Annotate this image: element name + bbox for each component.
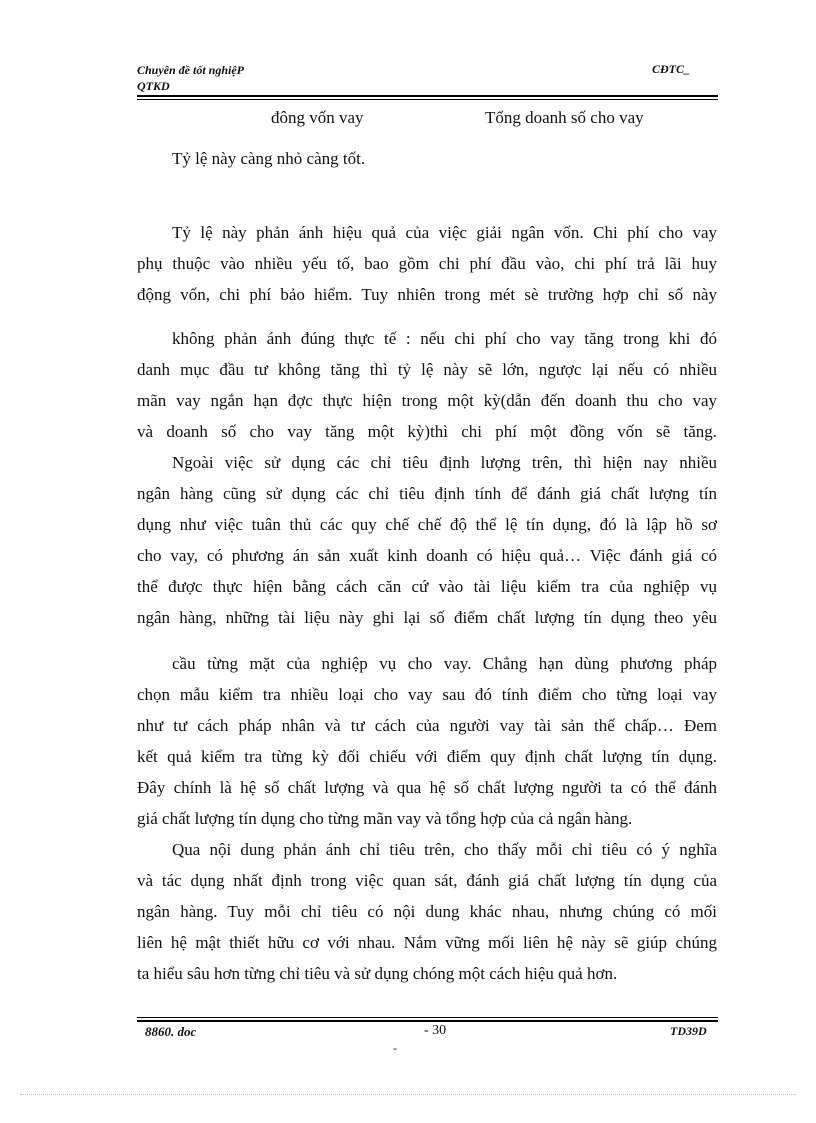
text-line: Qua nội dung phản ánh chỉ tiêu trên, cho thấy mỗi chỉ tiêu có ý nghĩa [172, 840, 717, 859]
text-line: như tư cách pháp nhân và tư cách của người vay tài sản thế chấp… Đem [137, 716, 717, 735]
text-line: kết quả kiểm tra từng kỳ đối chiếu với điểm quy định chất lượng tín dụng. [137, 747, 717, 766]
text-line: chọn mẫu kiểm tra nhiều loại cho vay sau đó tính điểm cho từng loại vay [137, 685, 717, 704]
header-title-line1: Chuyên đề tốt nghiệP [137, 63, 245, 77]
footer-dash: - [393, 1041, 397, 1055]
text-line: ngân hàng. Tuy mỗi chỉ tiêu có nội dung khác nhau, nhưng chúng có mối [137, 902, 717, 921]
header-rule-thin [137, 99, 718, 100]
text-line: động vốn, chi phí bảo hiểm. Tuy nhiên trong mét sè trường hợp chỉ số này [137, 285, 717, 304]
text-line: dụng như việc tuân thủ các quy chế chế độ thể lệ tín dụng, đó là lập hồ sơ [137, 515, 717, 534]
text-line: ngân hàng, những tài liệu này ghi lại số điểm chất lượng tín dụng theo yêu [137, 608, 717, 627]
page-boundary [20, 1094, 796, 1095]
footer-rule [137, 1020, 718, 1022]
header-title-line2: QTKD [137, 79, 170, 93]
body-paragraph [137, 323, 717, 633]
text-line: Tỷ lệ này phản ánh hiệu quả của việc giải ngân vốn. Chi phí cho vay [172, 223, 717, 242]
body-paragraph [137, 217, 717, 310]
header-doc-title [137, 62, 244, 94]
text-line: thể được thực hiện bằng cách căn cứ vào tài liệu kiểm tra của nghiệp vụ [137, 577, 717, 596]
fraction-fragment-left: đông vốn vay [271, 108, 364, 127]
fraction-fragment-right: Tổng doanh số cho vay [485, 108, 644, 127]
text-line: ngân hàng cũng sử dụng các chỉ tiêu định tính để đánh giá chất lượng tín [137, 484, 717, 503]
text-line: Tỷ lệ này càng nhỏ càng tốt. [172, 149, 366, 168]
text-line: danh mục đầu tư không tăng thì tỷ lệ này sẽ lớn, ngược lại nếu có nhiều [137, 360, 717, 379]
header-rule [137, 95, 718, 97]
text-line: mãn vay ngắn hạn đợc thực hiện trong một kỳ(dẫn đến doanh thu cho vay [137, 391, 717, 410]
footer-filename: 8860. doc [145, 1024, 197, 1039]
text-line: phụ thuộc vào nhiều yếu tố, bao gồm chi phí đầu vào, chi phí trả lãi huy [137, 254, 717, 273]
text-line: Đây chính là hệ số chất lượng và qua hệ số chất lượng người ta có thể đánh [137, 778, 717, 797]
text-line: và doanh số cho vay tăng một kỳ)thì chi phí một đồng vốn sẽ tăng. [137, 422, 717, 441]
text-line: liên hệ mật thiết hữu cơ với nhau. Nắm vững mối liên hệ này sẽ giúp chúng [137, 933, 717, 952]
text-line: và tác dụng nhất định trong việc quan sát, đánh giá chất lượng tín dụng của [137, 871, 717, 890]
footer-code: TD39D [670, 1024, 707, 1038]
text-line: Ngoài việc sử dụng các chỉ tiêu định lượng trên, thì hiện nay nhiều [172, 453, 717, 472]
text-line: cầu từng mặt của nghiệp vụ cho vay. Chẳng hạn dùng phương pháp [172, 654, 717, 673]
text-line: giá chất lượng tín dụng cho từng mãn vay và tổng hợp của cả ngân hàng. [137, 809, 633, 828]
header-right-label: CĐTC_ [652, 62, 691, 76]
text-line: ta hiểu sâu hơn từng chỉ tiêu và sử dụng chóng một cách hiệu quả hơn. [137, 964, 618, 983]
page-number: - 30 [424, 1023, 447, 1038]
footer-rule-thin [137, 1017, 718, 1018]
body-paragraph [137, 143, 717, 174]
text-line: không phản ánh đúng thực tế : nếu chi phí cho vay tăng trong khi đó [172, 329, 717, 348]
body-paragraph [137, 648, 717, 989]
text-line: cho vay, có phương án sản xuất kinh doanh có hiệu quả… Việc đánh giá có [137, 546, 717, 565]
